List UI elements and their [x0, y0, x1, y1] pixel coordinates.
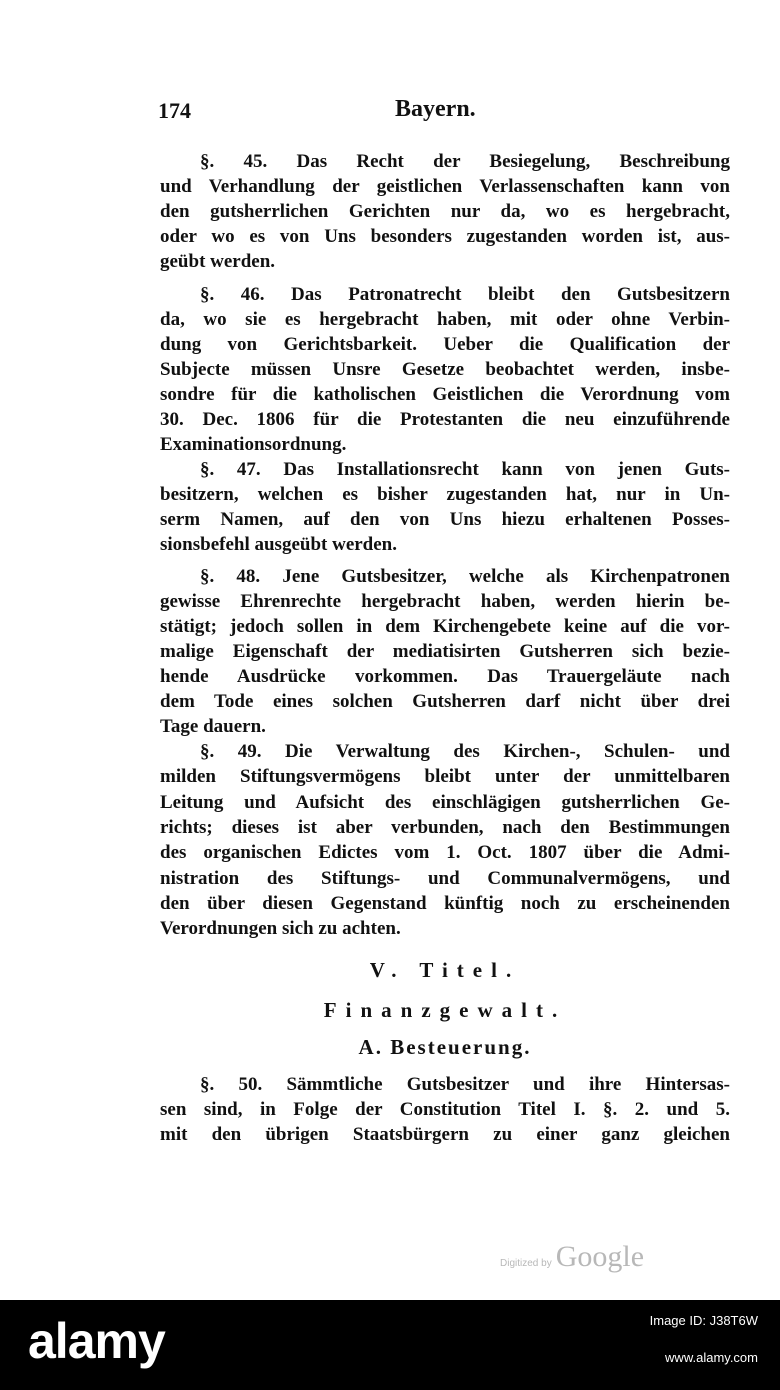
- text-line: des organischen Edictes vom 1. Oct. 1807 über die Admi-: [160, 842, 730, 864]
- alamy-logo: alamy: [28, 1313, 165, 1369]
- text-line: dem Tode eines solchen Gutsherren darf nicht über drei: [160, 691, 730, 712]
- text-line: geübt werden.: [160, 251, 276, 272]
- text-line: besitzern, welchen es bisher zugestanden hat, nur in Un-: [160, 484, 730, 505]
- text-line: malige Eigenschaft der mediatisirten Gutsherren sich bezie-: [160, 641, 730, 662]
- text-line: dung von Gerichtsbarkeit. Ueber die Qualification der: [160, 334, 730, 355]
- text-line: sondre für die katholischen Geistlichen die Verordnung vom: [160, 384, 730, 405]
- text-line: §. 45. Das Recht der Besiegelung, Beschreibung: [200, 151, 730, 172]
- text-line: und Verhandlung der geistlichen Verlassenschaften kann von: [160, 176, 730, 197]
- text-line: oder wo es von Uns besonders zugestanden worden ist, aus-: [160, 226, 730, 247]
- text-line: serm Namen, auf den von Uns hiezu erhaltenen Posses-: [160, 509, 730, 530]
- text-line: Tage dauern.: [160, 716, 266, 737]
- text-line: da, wo sie es hergebracht haben, mit oder ohne Verbin-: [160, 309, 730, 330]
- page-number: 174: [158, 98, 191, 123]
- text-line: nistration des Stiftungs- und Communalvermögens, und: [160, 867, 730, 889]
- text-line: sen sind, in Folge der Constitution Titel I. §. 2. und 5.: [160, 1099, 730, 1120]
- image-id: Image ID: J38T6W: [649, 1313, 758, 1328]
- text-line: §. 49. Die Verwaltung des Kirchen-, Schulen- und: [200, 741, 730, 762]
- watermark-url: www.alamy.com: [665, 1350, 758, 1365]
- text-line: milden Stiftungsvermögens bleibt unter der unmittelbaren: [160, 766, 730, 788]
- text-line: sionsbefehl ausgeübt werden.: [160, 534, 397, 555]
- text-line: den gutsherrlichen Gerichten nur da, wo es hergebracht,: [160, 201, 730, 222]
- text-line: Subjecte müssen Unsre Gesetze beobachtet werden, insbe-: [160, 359, 730, 380]
- text-line: stätigt; jedoch sollen in dem Kirchengebete keine auf die vor-: [160, 616, 730, 637]
- subsection-heading: A. Besteuerung.: [358, 1035, 532, 1059]
- text-line: §. 46. Das Patronatrecht bleibt den Gutsbesitzern: [200, 284, 730, 305]
- subtitle-heading: Finanzgewalt.: [323, 998, 567, 1022]
- text-line: mit den übrigen Staatsbürgern zu einer ganz gleichen: [160, 1124, 730, 1145]
- text-line: gewisse Ehrenrechte hergebracht haben, werden hierin be-: [160, 591, 730, 612]
- watermark-bar: [0, 1300, 780, 1390]
- text-line: §. 47. Das Installationsrecht kann von jenen Guts-: [200, 459, 730, 480]
- text-line: richts; dieses ist aber verbunden, nach den Bestimmungen: [160, 816, 730, 838]
- text-line: §. 48. Jene Gutsbesitzer, welche als Kirchenpatronen: [200, 566, 730, 587]
- text-line: hende Ausdrücke vorkommen. Das Trauergeläute nach: [160, 666, 730, 687]
- running-head: Bayern.: [395, 96, 476, 122]
- text-line: 30. Dec. 1806 für die Protestanten die neu einzuführende: [160, 409, 730, 430]
- text-line: den über diesen Gegenstand künftig noch zu erscheinenden: [160, 892, 730, 914]
- title-heading: V. Titel.: [369, 958, 521, 982]
- text-line: Examinationsordnung.: [160, 434, 347, 455]
- text-line: Verordnungen sich zu achten.: [160, 918, 401, 940]
- text-line: §. 50. Sämmtliche Gutsbesitzer und ihre Hintersas-: [200, 1074, 730, 1095]
- text-line: Leitung und Aufsicht des einschlägigen gutsherrlichen Ge-: [160, 791, 730, 813]
- digitized-by-google: Digitized by Google: [500, 1240, 645, 1273]
